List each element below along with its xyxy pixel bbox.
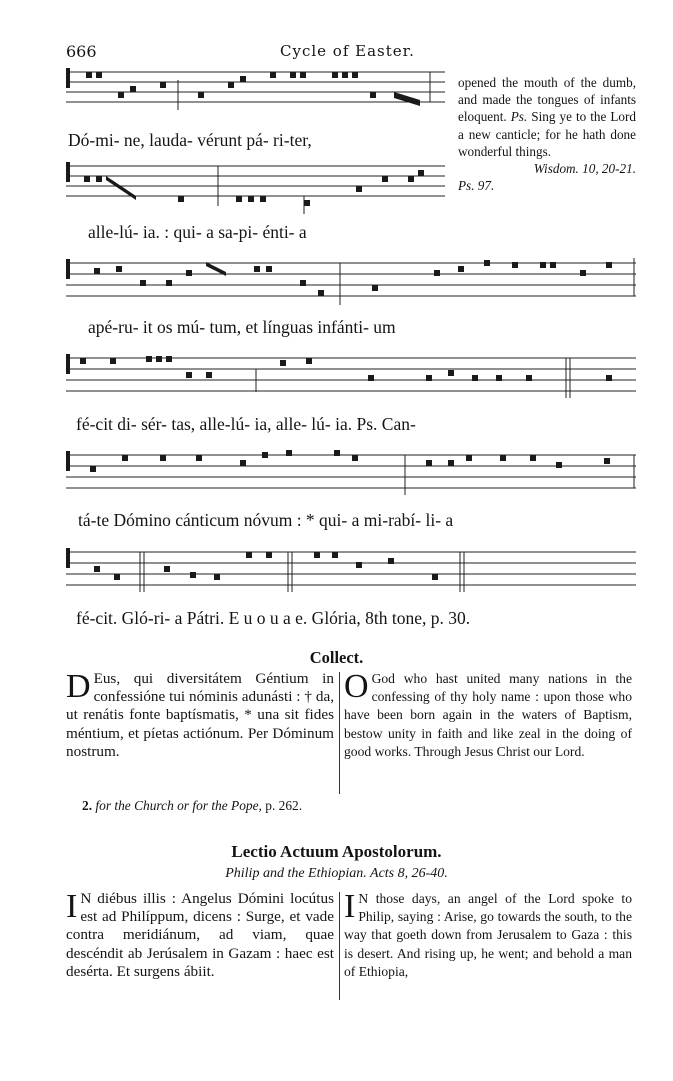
lesson-column-divider [339, 892, 340, 1000]
psalm-label: Ps. [510, 109, 528, 125]
collect-english-text: God who hast united many nations in the confessing of thy holy name : upon those who have been born again in the waters of Baptism, bestow unity in faith and like zeal in the doing of good works. Through Jesus Christ our Lord. [344, 671, 632, 759]
psalm-text: Sing ye to the Lord a new canticle; for he hath done wonderful things. [458, 109, 637, 159]
psalm-reference: Ps. 97. [458, 178, 495, 194]
staff-4 [66, 358, 636, 398]
staff-6 [66, 552, 636, 592]
note-page-ref: p. 262. [265, 798, 303, 813]
collect-latin-dropcap: D [66, 668, 91, 705]
collect-title: Collect. [309, 648, 364, 667]
collect-note [82, 798, 302, 814]
lesson-latin [66, 890, 334, 981]
lesson-english [344, 890, 632, 981]
collect-latin [66, 670, 334, 761]
chant-lyric-line-4: fé-cit di- sér- tas, alle-lú- ia, alle- lú- ia. Ps. Can- [76, 414, 416, 434]
chant-lyric-line-2: alle-lú- ia. : qui- a sa-pi- énti- a [88, 222, 307, 242]
collect-latin-text: Eus, qui diversitátem Géntium in confessióne tui nóminis adunásti : † da, ut renátis fonte baptísmatis, * una sit fides méntium, et píetas actiónum. Per Dóminum nostrum. [66, 670, 334, 760]
lesson-english-dropcap: I [344, 888, 356, 925]
page-number: 666 [66, 42, 97, 61]
staff-5 [66, 455, 636, 495]
chant-lyric-line-5: tá-te Dómino cánticum nóvum : * qui- a mi-rabí- li- a [78, 510, 454, 530]
lesson-latin-text: N diébus illis : Angelus Dómini locútus est ad Philíppum, dicens : Surge, et vade contra meridiánum, ad viam, quae descéndit ab Jerúsalem in Gazam : haec est desérta. Et surgens ábiit. [66, 890, 334, 980]
collect-column-divider [339, 672, 340, 794]
translation-text: opened the mouth of the dumb, and made the tongues of infants eloquent. [458, 75, 636, 125]
chant-translation [458, 74, 636, 194]
chant-lyric-line-3: apé-ru- it os mú- tum, et línguas infánti- um [88, 317, 396, 337]
lesson-subtitle: Philip and the Ethiopian. Acts 8, 26-40. [225, 866, 448, 881]
wisdom-citation: Wisdom. 10, 20-21. [533, 161, 636, 177]
chant-lyric-line-1: Dó-mi- ne, lauda- vérunt pá- ri-ter, [68, 130, 312, 150]
collect-english [344, 670, 632, 761]
running-title: Cycle of Easter. [280, 42, 415, 60]
note-text: for the Church or for the Pope, [95, 798, 262, 813]
lesson-latin-dropcap: I [66, 888, 78, 925]
note-number: 2. [82, 798, 93, 813]
lesson-title: Lectio Actuum Apostolorum. [231, 842, 442, 861]
lesson-english-text: N those days, an angel of the Lord spoke to Philip, saying : Arise, go towards the south, to the way that goeth down from Jerusalem to Gaza : this is desert. And rising up, he went; and behold a man of Ethiopia, [344, 891, 632, 979]
collect-english-dropcap: O [344, 668, 369, 705]
chant-lyric-line-6: fé-cit. Gló-ri- a Pátri. E u o u a e. Glória, 8th tone, p. 30. [76, 608, 471, 628]
staff-1 [66, 72, 445, 110]
